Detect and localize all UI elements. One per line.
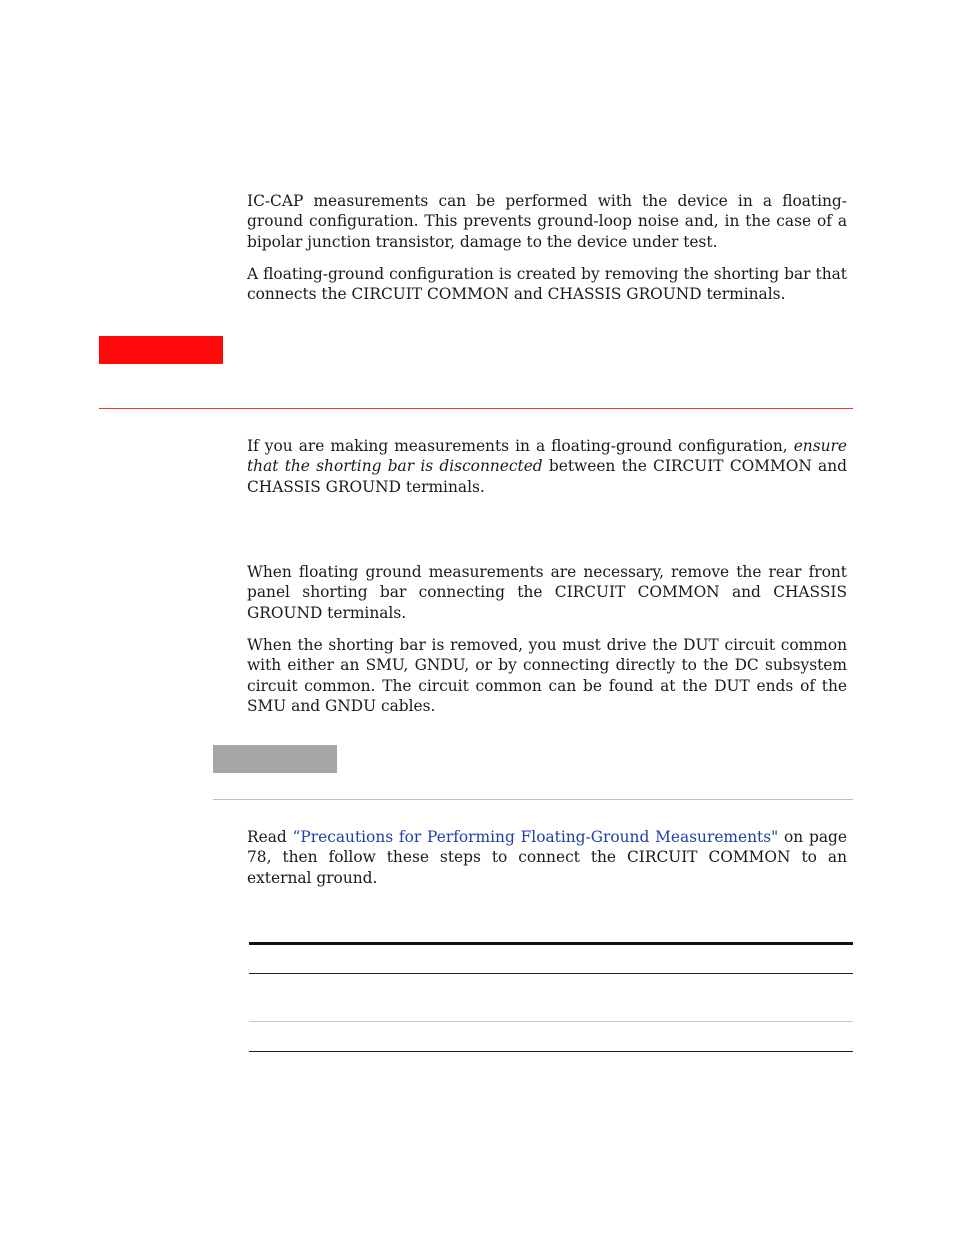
note-text <box>247 827 847 888</box>
table-bottom-rule <box>249 1051 853 1052</box>
table-row-rule <box>249 1021 853 1022</box>
precautions-link[interactable]: “Precautions for Performing Floating-Ground Measurements" <box>292 828 779 846</box>
warning-label-bar <box>99 336 223 364</box>
note-read-prefix: Read <box>247 828 293 846</box>
table-header-rule <box>249 973 853 974</box>
body-paragraph-2: When the shorting bar is removed, you must drive the DUT circuit common with either an SMU, GNDU, or by connecting directly to the DC subsystem circuit common. The circuit common can be found at the DUT ends of the SMU and GNDU cables. <box>247 636 847 715</box>
intro-paragraph-2: A floating-ground configuration is created by removing the shorting bar that connects the CIRCUIT COMMON and CHASSIS GROUND terminals. <box>247 265 847 304</box>
table-top-rule <box>249 942 853 945</box>
body-paragraph-1: When floating ground measurements are necessary, remove the rear front panel shorting bar connecting the CIRCUIT COMMON and CHASSIS GROUND terminals. <box>247 563 847 622</box>
warning-divider <box>99 408 853 409</box>
warning-text-start: If you are making measurements in a floating-ground configuration, <box>247 437 794 455</box>
intro-paragraph-1: IC-CAP measurements can be performed with the device in a floating-ground configuration. This prevents ground-loop noise and, in the case of a bipolar junction transistor, damage to the device under test. <box>247 192 847 251</box>
warning-text-end: between the CIRCUIT COMMON and CHASSIS GROUND terminals. <box>247 457 847 496</box>
warning-text <box>247 436 847 497</box>
note-read-suffix: on page 78, then follow these steps to connect the CIRCUIT COMMON to an external ground. <box>247 828 847 887</box>
note-label-bar <box>213 745 337 773</box>
warning-emphasis: ensure that the shorting bar is disconnected <box>247 437 847 476</box>
note-divider <box>213 799 853 800</box>
